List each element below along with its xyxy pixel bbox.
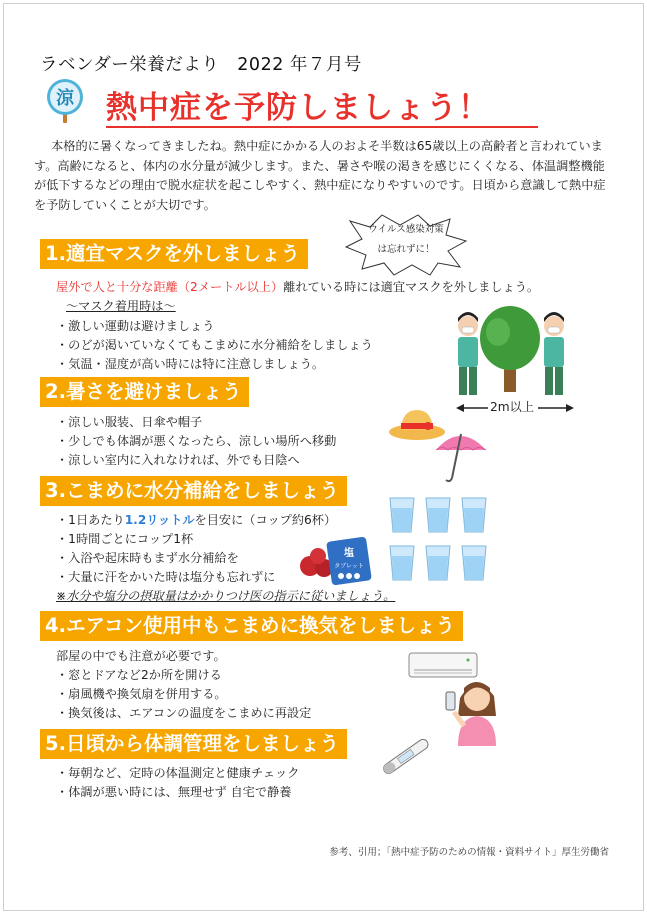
salt-tablet-pack-icon bbox=[326, 536, 372, 586]
section4-item: ・換気後は、エアコンの温度をこまめに再設定 bbox=[56, 706, 312, 720]
uchiwa-fan-icon bbox=[44, 78, 86, 124]
fan-character: 涼 bbox=[56, 88, 74, 109]
reference-citation: 参考、引用；「熱中症予防のための情報・資料サイト」厚生労働省 bbox=[329, 847, 609, 858]
title-underline bbox=[106, 126, 538, 128]
newsletter-masthead: ラベンダー栄養だより 2022 年７月号 bbox=[40, 55, 362, 75]
bubble-line-1: ウイルス感染対策 bbox=[368, 224, 444, 235]
section5-item: ・体調が悪い時には、無理せず 自宅で静養 bbox=[56, 785, 292, 799]
section2-item: ・少しでも体調が悪くなったら、涼しい場所へ移動 bbox=[56, 434, 337, 448]
intro-paragraph: 本格的に暑くなってきましたね。熱中症にかかる人のおよそ半数は65歳以上の高齢者と言われています。高齢になると、体内の水分量が減少します。また、暑さや喉の渇きを感じにくくなる、体温調整機能が低下するなどの理由で脱水症状を起こしやすく、熱中症になりやすいのです。日頃から意識して熱中症を予防していくことが大切です。 bbox=[34, 139, 606, 212]
item1-prefix: ・1日あたり bbox=[56, 513, 125, 527]
main-title: 熱中症を予防しましょう！ bbox=[106, 90, 490, 126]
parasol-icon bbox=[430, 428, 490, 484]
section1-item: ・気温・湿度が高い時には特に注意しましょう。 bbox=[56, 357, 325, 371]
distance-label: 2m以上 bbox=[490, 400, 535, 414]
section4-item: ・窓とドアなど2か所を開ける bbox=[56, 668, 222, 682]
section2-item: ・涼しい服装、日傘や帽子 bbox=[56, 415, 203, 429]
section5-item: ・毎朝など、定時の体温測定と健康チェック bbox=[56, 766, 300, 780]
water-amount-highlight: 1.2リットル bbox=[124, 513, 195, 527]
water-glasses-icon bbox=[386, 494, 496, 594]
section5-title: 5.日頃から体調管理をしましょう bbox=[40, 729, 347, 759]
section1-subheading: ～マスク着用時は～ bbox=[66, 299, 176, 313]
lead-outdoor: 屋外で bbox=[56, 280, 93, 294]
section1-lead bbox=[56, 278, 539, 297]
section3-item: ・1時間ごとにコップ1杯 bbox=[56, 532, 194, 546]
bubble-line-2: は忘れずに！ bbox=[377, 244, 435, 255]
section2-item: ・涼しい室内に入れなければ、外でも日陰へ bbox=[56, 453, 300, 467]
thermometer-icon bbox=[376, 734, 434, 780]
section4-lead: 部屋の中でも注意が必要です。 bbox=[56, 649, 226, 663]
section1-item: ・のどが渇いていなくてもこまめに水分補給をしましょう bbox=[56, 338, 373, 352]
section3-item bbox=[56, 511, 336, 530]
lead-distance: 人と十分な距離（2メートル以上） bbox=[92, 280, 284, 294]
section1-item: ・激しい運動は避けましょう bbox=[56, 319, 215, 333]
section1-title: 1.適宜マスクを外しましょう bbox=[40, 239, 308, 269]
section4-title: 4.エアコン使用中もこまめに換気をしましょう bbox=[40, 611, 463, 641]
section3-note: ※水分や塩分の摂取量はかかりつけ医の指示に従いましょう。 bbox=[56, 589, 396, 603]
woman-with-remote-icon bbox=[440, 672, 514, 748]
lead-rest: 離れている時には適宜マスクを外しましょう。 bbox=[283, 280, 540, 294]
section2-title: 2.暑さを避けましょう bbox=[40, 377, 249, 407]
section4-item: ・扇風機や換気扇を併用する。 bbox=[56, 687, 227, 701]
tablet-label-2: タブレット bbox=[334, 563, 364, 570]
section3-item: ・大量に汗をかいた時は塩分も忘れずに bbox=[56, 570, 276, 584]
item1-suffix: を目安に（コップ約6杯） bbox=[194, 513, 337, 527]
tablet-label-1: 塩 bbox=[344, 548, 354, 559]
section3-title: 3.こまめに水分補給をしましょう bbox=[40, 476, 347, 506]
section3-item: ・入浴や起床時もまず水分補給を bbox=[56, 551, 239, 565]
